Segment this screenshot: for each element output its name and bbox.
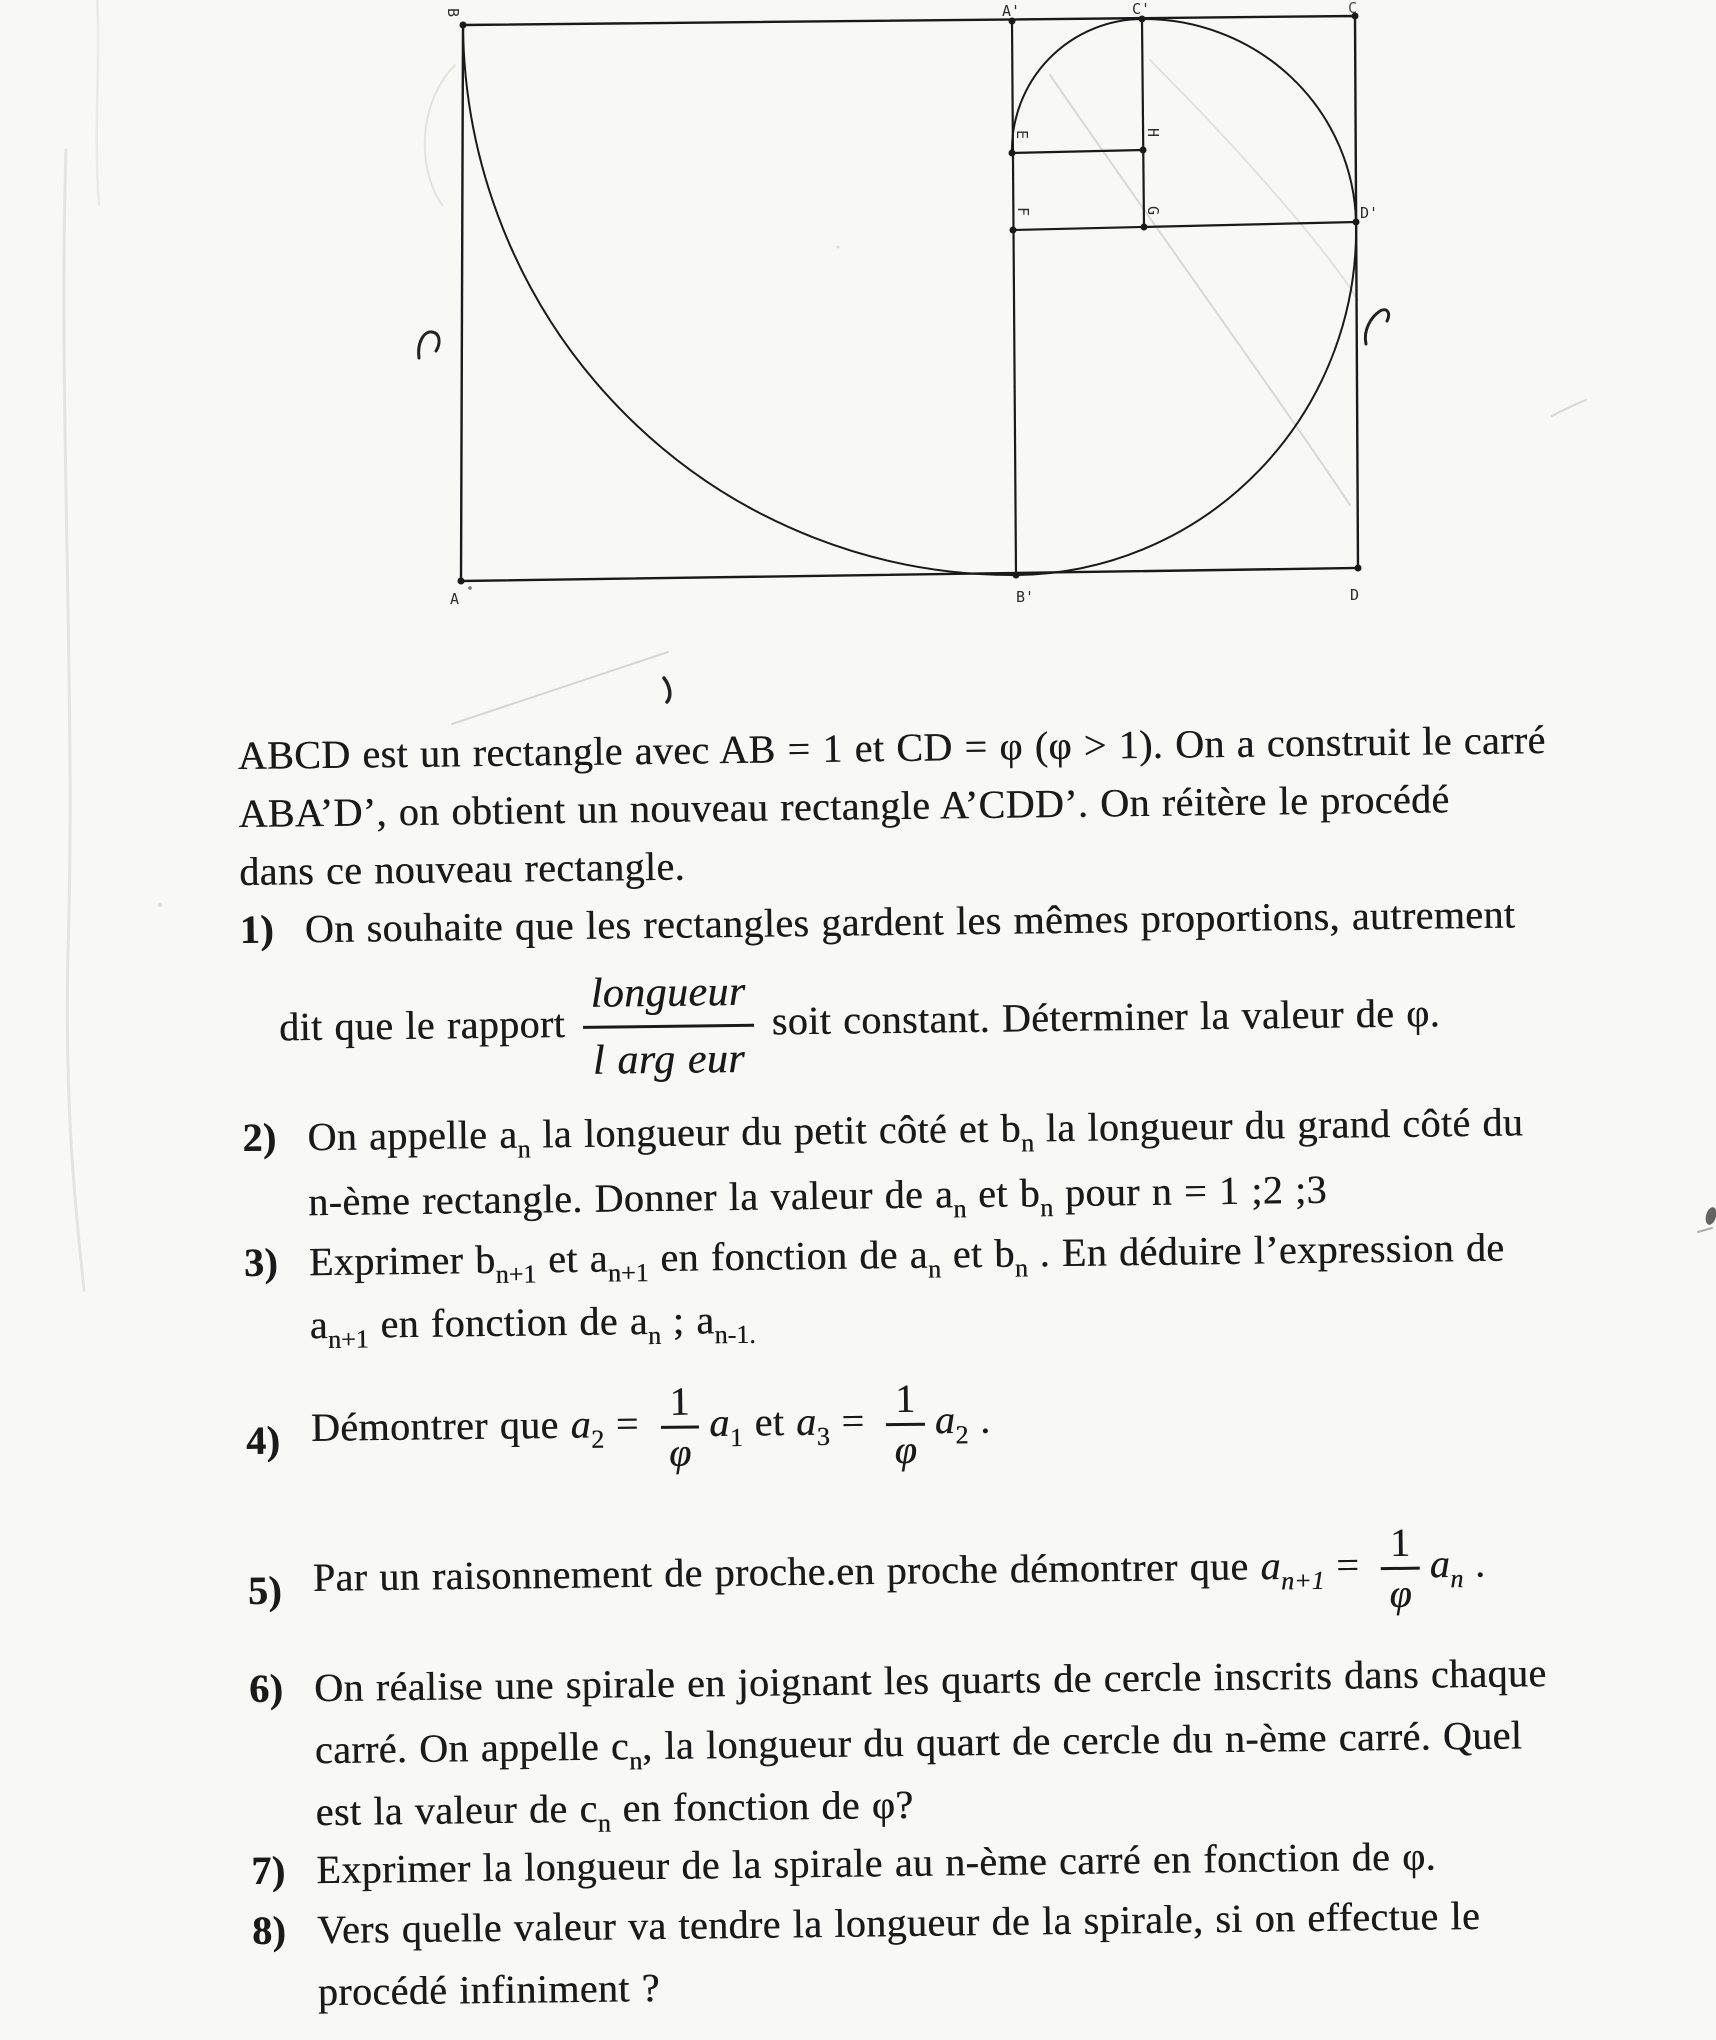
item-6-number: 6) [248,1665,284,1711]
item-8-line-1: Vers quelle valeur va tendre la longueur de la spirale, si on effectue le [316,1892,1481,1953]
item-1-number: 1) [239,906,275,953]
diagram-label-h: H [1144,128,1162,138]
diagram-label-a-prime: A' [1002,2,1021,20]
item-1-line-2: dit que le rapport longueur l arg eur soit constant. Déterminer la valeur de φ. [278,968,1441,1084]
diagram-label-a: A [450,590,460,608]
item-7-line-1: Exprimer la longueur de la spirale au n-ème carré en fonction de φ. [316,1833,1437,1893]
item-5-number: 5) [247,1567,283,1613]
diagram-label-f: F [1014,207,1032,217]
diagram-label-c: C [1348,0,1358,17]
intro-line-1: ABCD est un rectangle avec AB = 1 et CD = φ (φ > 1). On a construit le carré [237,717,1546,779]
item-4-number: 4) [245,1417,281,1463]
item-3-number: 3) [243,1239,279,1286]
item-8-line-2: procédé infiniment ? [317,1964,661,2015]
diagram-label-b-prime: B' [1016,588,1035,606]
item-3-line-2: $a_{n+1}$ en fonction de $a_n$ ; $a_{n-1.}$ [309,1297,756,1354]
diagram-label-d-prime: D' [1360,204,1379,222]
item-8-number: 8) [251,1907,287,1953]
intro-line-2: ABA’D’, on obtient un nouveau rectangle A’CDD’. On réitère le procédé [238,776,1450,837]
item-2-line-2: n-ème rectangle. Donner la valeur de $a_n$ et $b_n$ pour n = 1 ;2 ;3 [307,1166,1328,1225]
diagram-label-c-prime: C' [1132,0,1151,18]
item-5-line-1: Par un raisonnement de proche.en proche démontrer que $a_{n+1}$ = $\frac{1}{\varphi}$ $a_n$ . [312,1519,1486,1617]
diagram-label-b: B [444,8,462,18]
item-3-line-1: Exprimer $b_{n+1}$ et $a_{n+1}$ en fonction de $a_n$ et $b_n$ . En déduire l’expression de [308,1224,1505,1289]
item-2-line-1: On appelle $a_n$ la longueur du petit côté et $b_n$ la longueur du grand côté du [307,1099,1524,1164]
diagram-label-d: D [1350,586,1360,604]
item-1-line-1: On souhaite que les rectangles gardent les mêmes proportions, autrement [304,891,1516,952]
diagram-label-e: E [1013,130,1031,140]
item-6-line-3: est la valeur de $c_n$ en fonction de φ? [315,1781,914,1838]
item-6-line-1: On réalise une spirale en joignant les quarts de cercle inscrits dans chaque [313,1650,1547,1711]
item-4-line-1: Démontrer que $a_2$ = $\frac{1}{\varphi}$ $a_1$ et $a_3$ = $\frac{1}{\varphi}$ $a_2$ . [310,1375,991,1475]
item-2-number: 2) [242,1114,277,1161]
item-6-line-2: carré. On appelle $c_n$, la longueur du quart de cercle du n-ème carré. Quel [314,1712,1523,1776]
diagram-label-g: G [1144,206,1162,216]
intro-line-3: dans ce nouveau rectangle. [238,843,686,895]
item-7-number: 7) [251,1847,286,1893]
